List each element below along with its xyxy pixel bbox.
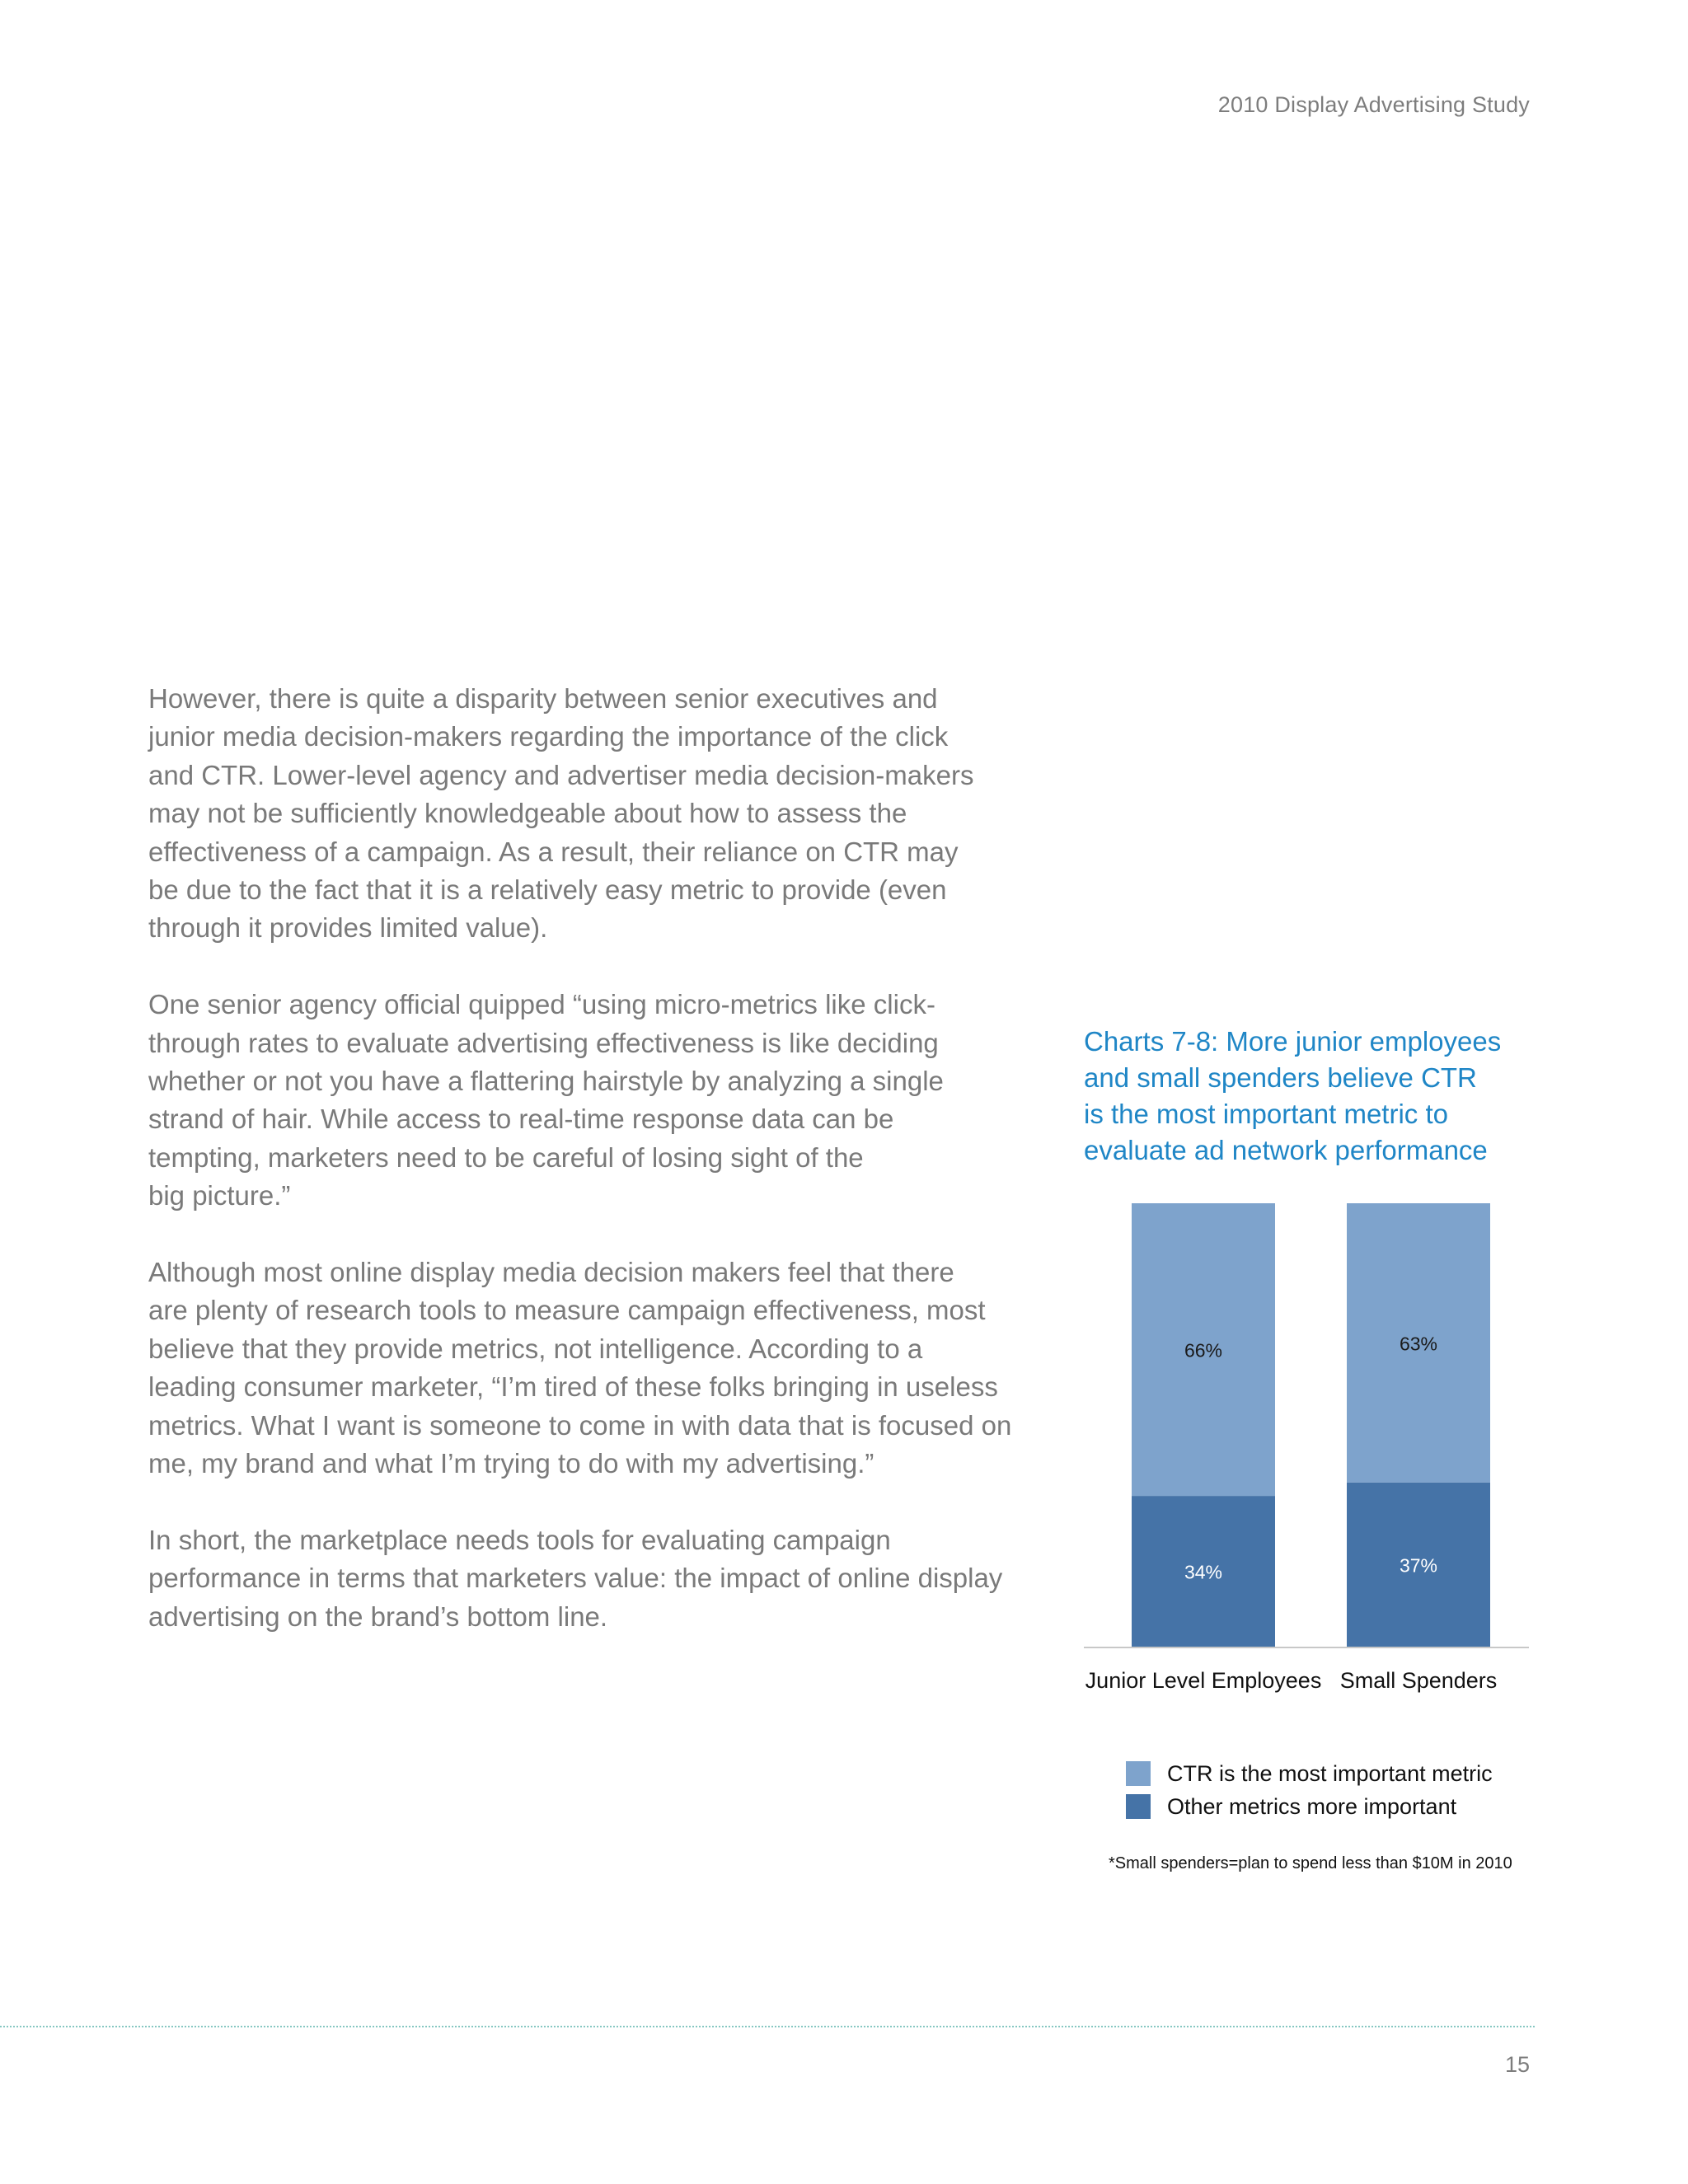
data-label-ctr-1: 66% [1184, 1339, 1223, 1361]
category-label-2: Small Spenders [1339, 1668, 1498, 1693]
paragraph-1: However, there is quite a disparity between senior executives and junior media decision-makers regarding the importance of the click and CTR. Lower-level agency and advertiser media decision-makers may not be sufficiently knowledgeable about how to assess the effectiveness of a campaign. As a result, their reliance on CTR may be due to the fact that it is a relatively easy metric to provide (even through it provides limited value). [148, 683, 974, 944]
category-label-1: Junior Level Employees [1085, 1668, 1322, 1693]
running-header: 2010 Display Advertising Study [1217, 92, 1530, 117]
paragraph-2: One senior agency official quipped “using micro-metrics like click- through rates to evaluate advertising effectiveness is like deciding whether or not you have a flattering hairstyle by analyzing a single strand of hair. While access to real-time response data can be tempting, marketers need to be careful of losing sight of the big picture.” [148, 989, 944, 1212]
legend-label-ctr: CTR is the most important metric [1167, 1760, 1493, 1786]
data-label-ctr-2: 63% [1399, 1333, 1438, 1355]
data-label-other-1: 34% [1184, 1561, 1223, 1583]
stacked-bar-chart [1071, 1203, 1533, 1714]
legend-label-other: Other metrics more important [1167, 1793, 1457, 1819]
chart-footnote: *Small spenders=plan to spend less than $10M in 2010 [1109, 1854, 1512, 1872]
legend-swatch-other [1126, 1794, 1151, 1819]
legend-item-ctr [1126, 1757, 1493, 1790]
page-number: 15 [1504, 2052, 1530, 2077]
legend-item-other [1126, 1790, 1493, 1823]
chart-legend [1126, 1757, 1493, 1823]
chart-title: Charts 7-8: More junior employees and small spenders believe CTR is the most important metric to evaluate ad network performance [1084, 1026, 1502, 1165]
footer-divider [0, 2026, 1535, 2027]
body-text [148, 680, 1039, 1675]
paragraph-4: In short, the marketplace needs tools for evaluating campaign performance in terms that marketers value: the impact of online display advertising on the brand’s bottom line. [148, 1524, 1003, 1632]
paragraph-3: Although most online display media decision makers feel that there are plenty of research tools to measure campaign effectiveness, most believe that they provide metrics, not intelligence. According to a leading consumer marketer, “I’m tired of these folks bringing in useless metrics. What I want is someone to come in with data that is focused on me, my brand and what I’m trying to do with my advertising.” [148, 1257, 1012, 1479]
data-label-other-2: 37% [1399, 1554, 1438, 1577]
legend-swatch-ctr [1126, 1761, 1151, 1786]
